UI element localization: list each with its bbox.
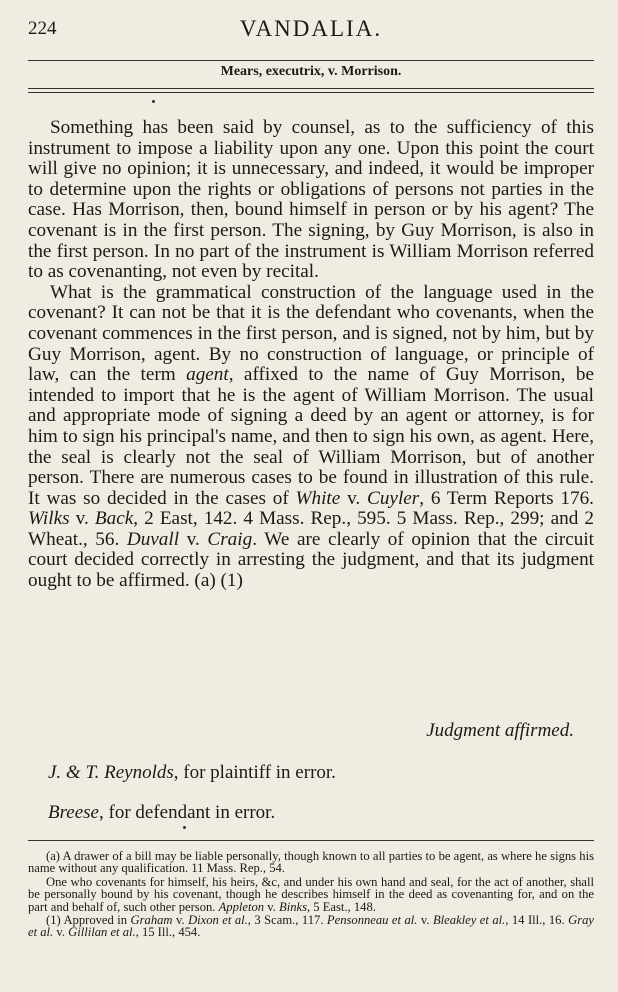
counsel-defendant xyxy=(48,802,275,824)
case-party-bleakley: Bleakley et al. xyxy=(432,913,506,928)
footnotes xyxy=(28,850,594,940)
case-title: Mears, executrix, v. Morrison. xyxy=(220,64,402,79)
footnote-a xyxy=(28,850,594,875)
case-party-graham: Graham xyxy=(130,913,173,928)
case-title-rule-bottom xyxy=(28,92,594,93)
term-agent: agent xyxy=(186,364,229,386)
paragraph-1-text: Something has been said by counsel, as to the sufficiency of this instrument to impose a liability upon any one. Upon this point the court will give no opinion; it is unnecessary, and indeed, it would be improper to determine upon the rights or obligations of persons not parties in the case. Has Morrison, then, bound himself in person or by his agent? The covenant is in the first person. The signing, by Guy Morrison, is also in the first person. In no part of the instrument is William Morrison referred to as covenanting, not even by recital. xyxy=(28,117,594,283)
case-party-gillilan: Gillilan et al. xyxy=(68,925,136,940)
counsel-plaintiff xyxy=(48,762,336,784)
counsel-plaintiff-name: J. & T. Reynolds xyxy=(48,762,174,783)
paragraph-2-text-o: . We are clearly of opinion that the circuit court decided correctly in arresting the judgment, and that its judgment ought to be affirmed. (a) (1) xyxy=(28,528,594,592)
paragraph-2 xyxy=(28,283,594,592)
citation-text: , 15 Ill., 454. xyxy=(135,925,201,940)
footnote-1-text: (1) Approved in xyxy=(46,913,131,928)
case-versus: v. xyxy=(264,899,279,914)
case-versus: v. xyxy=(179,528,208,550)
paragraph-2-text-c: , affixed to the name of Guy Morrison, be intended to import that he is the agent of William Morrison. The usual and appropriate mode of signing a deed by an agent or attorney, is for him to sign his principal's name, and then to sign his own, as agent. Here, the seal is clearly not the seal of William Morrison, but of another person. There are numerous cases to be found in illustration of this rule. It was so decided in the cases of xyxy=(28,364,594,509)
citation-text: , 6 Term Reports 176. xyxy=(419,487,594,509)
ink-speck xyxy=(152,100,155,103)
case-versus: v. xyxy=(69,508,95,530)
header-rule xyxy=(28,60,594,61)
running-title: VANDALIA. xyxy=(239,16,383,41)
case-party-binks: Binks xyxy=(279,899,307,914)
case-party-craig: Craig xyxy=(207,528,253,550)
case-versus: v. xyxy=(53,925,69,940)
paragraph-2-text-a: What is the grammatical construction of the language used in the covenant? It can not be that it is the defendant who covenants, when the covenant commences in the first person, and is signed, not by him, but by Guy Morrison, agent. By no construction of language, or principle of law, can the term xyxy=(28,281,594,386)
case-party-back: Back xyxy=(94,508,134,530)
footnote-a-text: (a) A drawer of a bill may be liable personally, though known to all parties to be agent, as where he signs his name without any qualification. 11 Mass. Rep., 54. xyxy=(28,849,594,876)
case-party-cuyler: Cuyler xyxy=(367,487,420,509)
page-header xyxy=(28,14,594,44)
footnote-rule xyxy=(28,840,594,841)
ink-speck xyxy=(183,826,186,829)
case-party-white: White xyxy=(295,487,341,509)
case-party-duvall: Duvall xyxy=(126,528,180,550)
page-number: 224 xyxy=(28,18,57,39)
citation-text: , 3 Scam., 117. xyxy=(247,913,327,928)
case-versus: v. xyxy=(172,913,189,928)
footnote-b xyxy=(28,876,594,913)
case-party-appleton: Appleton xyxy=(218,899,265,914)
case-party-dixon: Dixon et al. xyxy=(188,913,248,928)
case-versus: v. xyxy=(417,913,433,928)
case-party-pensonneau: Pensonneau et al. xyxy=(326,913,418,928)
counsel-defendant-role: , for defendant in error. xyxy=(99,802,276,823)
counsel-defendant-name: Breese xyxy=(48,802,99,823)
case-party-wilks: Wilks xyxy=(28,508,70,530)
case-versus: v. xyxy=(340,487,368,509)
footnote-1 xyxy=(28,914,594,939)
footnote-b-text: One who covenants for himself, his heirs, &c, and under his own hand and seal, for the act of another, shall be personally bound by his covenant, though he describes himself in the deed as covenanting for, and on the part and behalf of, such other person. xyxy=(28,874,594,914)
case-party-gray: Gray et al. xyxy=(28,913,594,940)
opinion-body xyxy=(28,118,594,592)
case-title-rule-top xyxy=(28,88,594,89)
citation-text: , 2 East, 142. 4 Mass. Rep., 595. 5 Mass. Rep., 299; and 2 Wheat., 56. xyxy=(28,508,594,550)
citation-text: , 5 East., 148. xyxy=(306,899,376,914)
citation-text: , 14 Ill., 16. xyxy=(505,913,569,928)
paragraph-1 xyxy=(28,118,594,283)
judgment-line: Judgment affirmed. xyxy=(426,720,574,741)
counsel-plaintiff-role: , for plaintiff in error. xyxy=(173,762,336,783)
